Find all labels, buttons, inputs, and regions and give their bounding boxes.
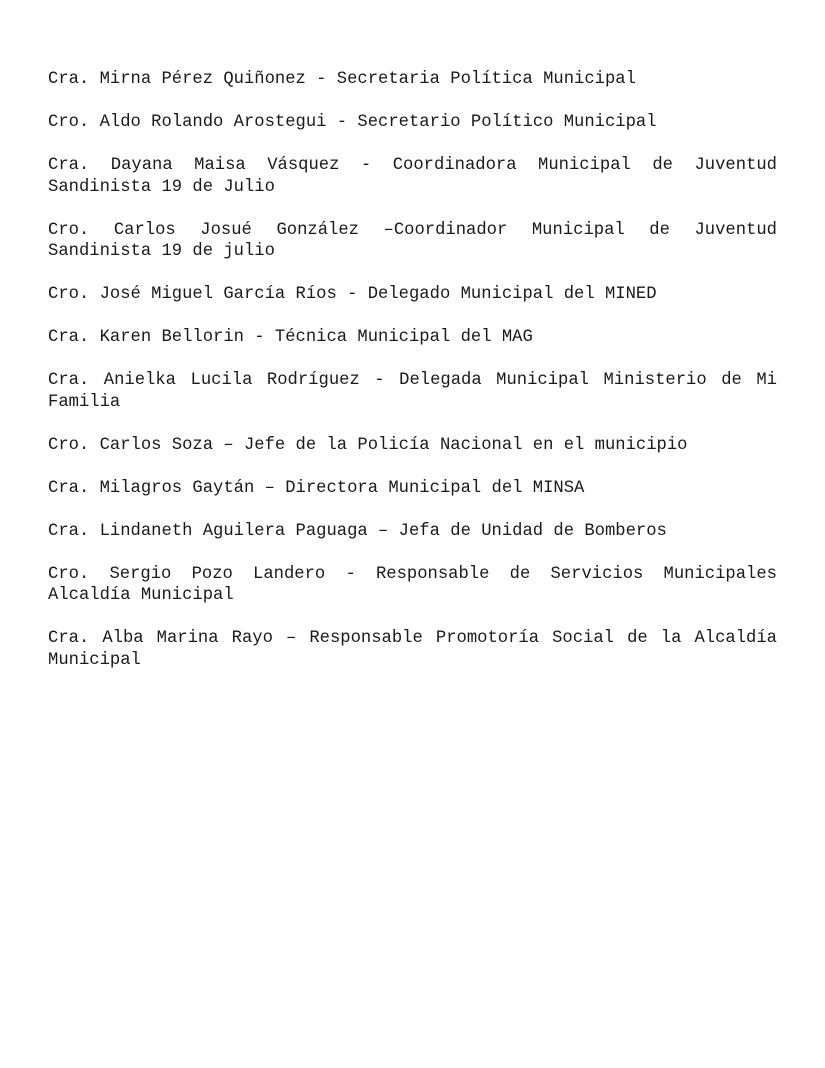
list-item: Cra. Karen Bellorin - Técnica Municipal del MAG [48,328,533,347]
list-item: Cra. Alba Marina Rayo – Responsable Promotoría Social de la Alcaldía Municipal [48,629,777,670]
list-item: Cro. José Miguel García Ríos - Delegado Municipal del MINED [48,285,657,304]
list-item: Cra. Dayana Maisa Vásquez - Coordinadora Municipal de Juventud Sandinista 19 de Julio [48,156,777,197]
list-item: Cra. Mirna Pérez Quiñonez - Secretaria Política Municipal [48,70,636,89]
list-item: Cro. Carlos Soza – Jefe de la Policía Nacional en el municipio [48,435,688,455]
list-item: Cro. Sergio Pozo Landero - Responsable de Servicios Municipales Alcaldía Municipal [48,564,777,605]
document-page [48,69,777,693]
list-item: Cra. Anielka Lucila Rodríguez - Delegada Municipal Ministerio de Mi Familia [48,371,777,412]
list-item: Cra. Milagros Gaytán – Directora Municipal del MINSA [48,478,585,498]
list-item: Cra. Lindaneth Aguilera Paguaga – Jefa de Unidad de Bomberos [48,521,667,541]
list-item: Cro. Aldo Rolando Arostegui - Secretario Político Municipal [48,113,657,132]
list-item: Cro. Carlos Josué González –Coordinador Municipal de Juventud Sandinista 19 de julio [48,220,777,261]
